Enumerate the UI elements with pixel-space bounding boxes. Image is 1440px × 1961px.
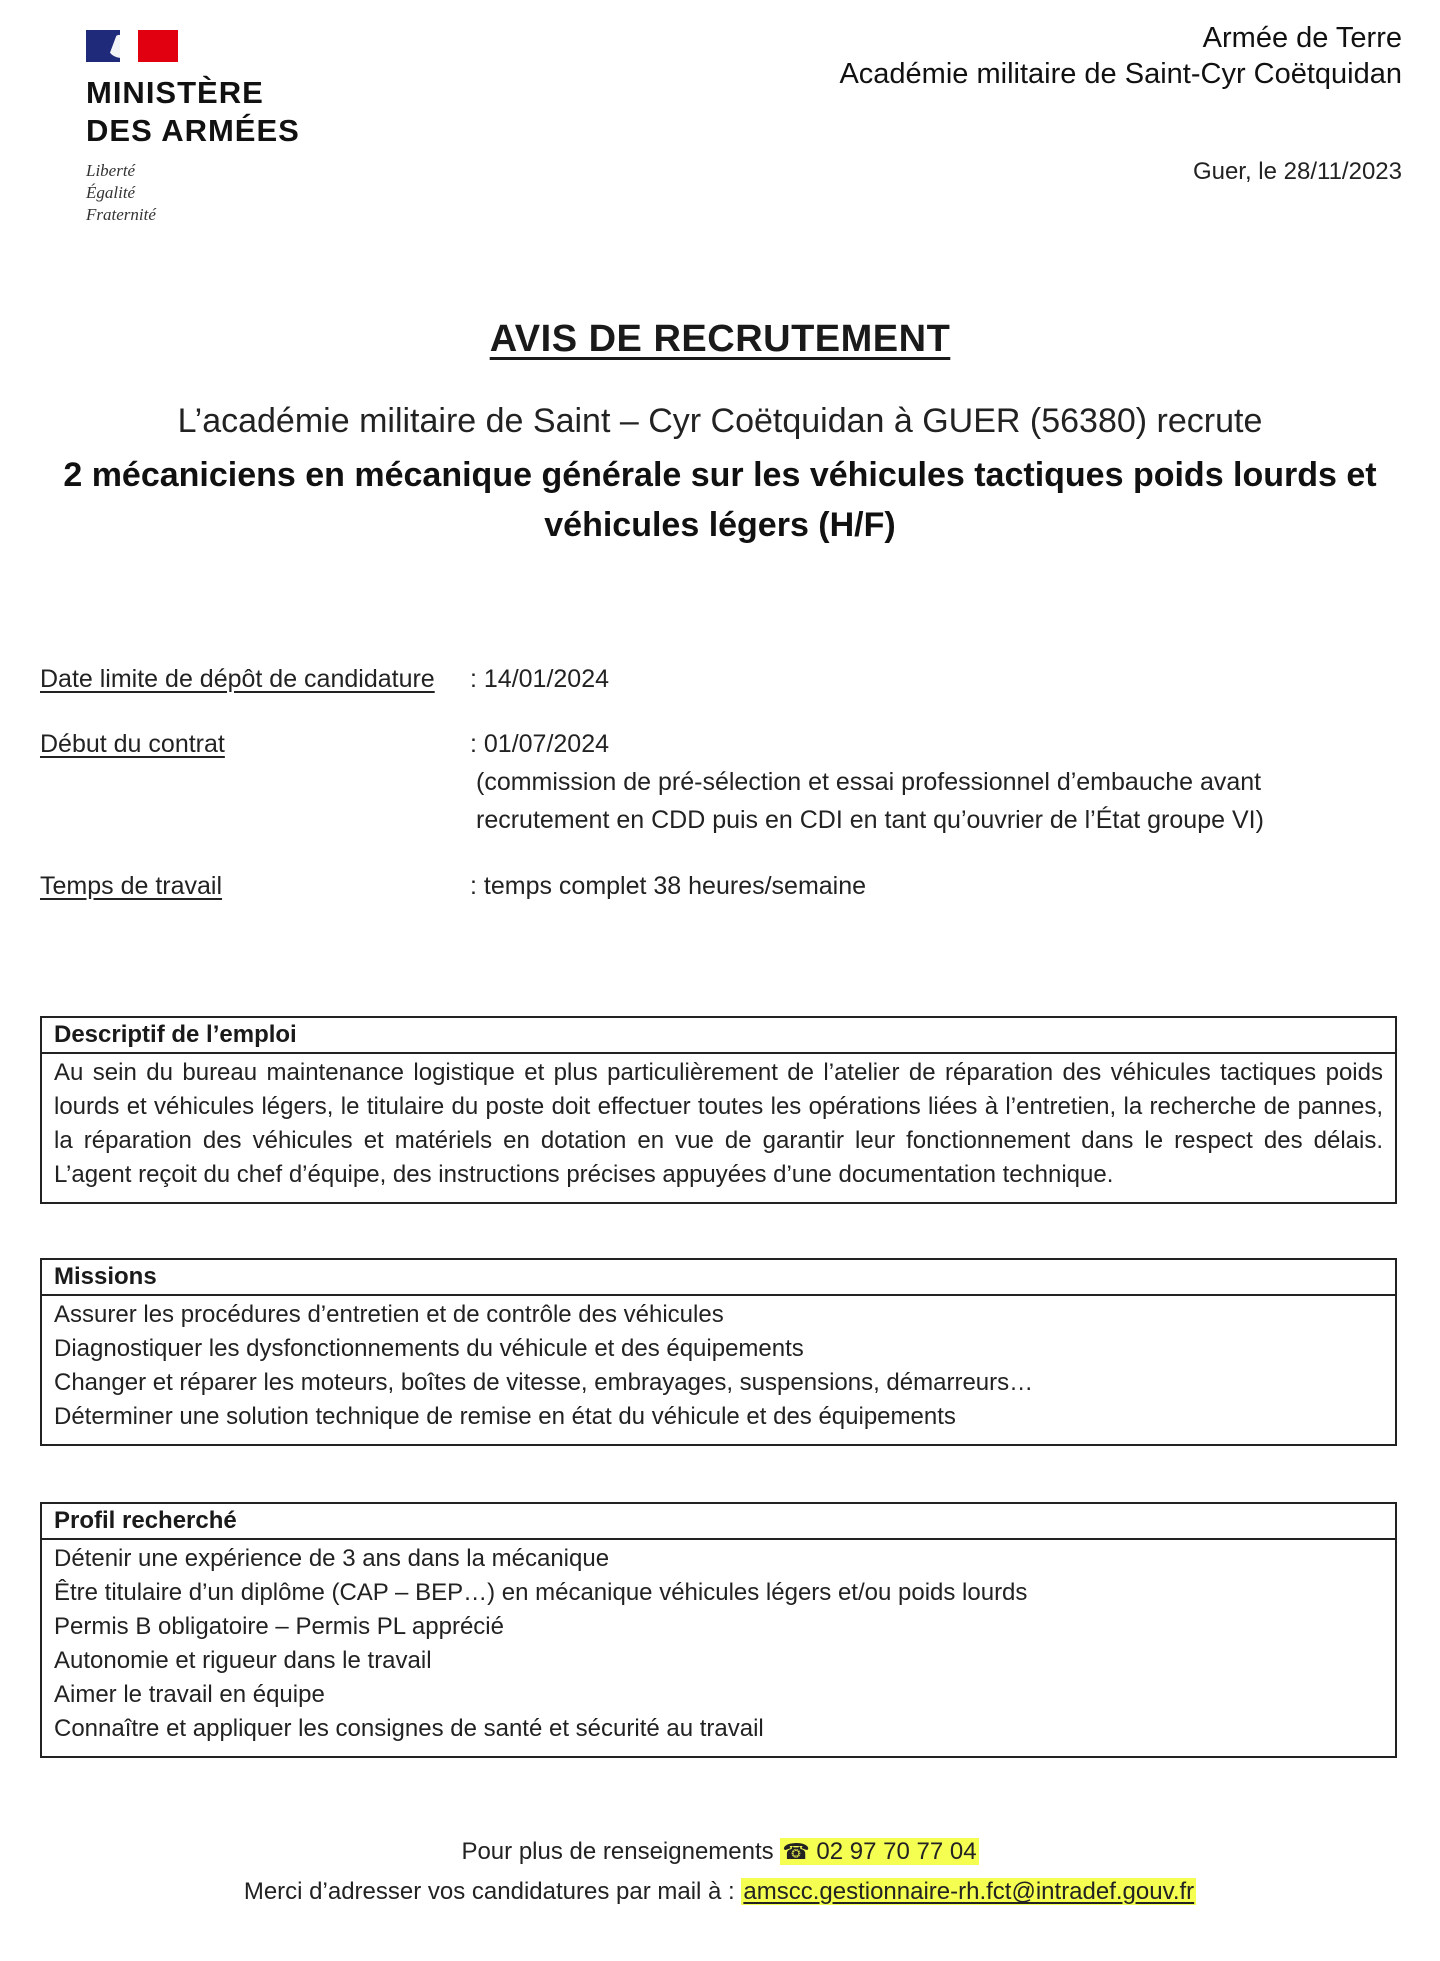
- list-item: Autonomie et rigueur dans le travail: [54, 1647, 432, 1674]
- ministry-logo: [86, 30, 336, 226]
- phone-highlight: [780, 1838, 978, 1865]
- hours-label: Temps de travail: [40, 872, 223, 900]
- contact-info-text: Pour plus de renseignements: [461, 1838, 774, 1865]
- phone-number[interactable]: 02 97 70 77 04: [816, 1838, 977, 1865]
- start-value: : 01/07/2024: [470, 730, 610, 758]
- missions-list: [42, 1296, 1395, 1444]
- hours-value: : temps complet 38 heures/semaine: [470, 872, 867, 900]
- list-item: Changer et réparer les moteurs, boîtes de vitesse, embrayages, suspensions, démarreurs…: [54, 1369, 1034, 1396]
- info-row-hours: [40, 868, 867, 905]
- list-item: Connaître et appliquer les consignes de santé et sécurité au travail: [54, 1715, 764, 1742]
- organization-header: [839, 20, 1402, 92]
- list-item: Détenir une expérience de 3 ans dans la mécanique: [54, 1545, 610, 1572]
- list-item: Permis B obligatoire – Permis PL apprécié: [54, 1613, 504, 1640]
- list-item: Être titulaire d’un diplôme (CAP – BEP…) en mécanique véhicules légers et/ou poids lourds: [54, 1579, 1028, 1606]
- start-note-line2: recrutement en CDD puis en CDI en tant qu’ouvrier de l’État groupe VI): [476, 806, 1264, 834]
- list-item: Diagnostiquer les dysfonctionnements du véhicule et des équipements: [54, 1335, 804, 1362]
- contact-phone-line: [0, 1838, 1440, 1866]
- telephone-icon: ☎: [782, 1839, 810, 1864]
- info-row-deadline: [40, 661, 610, 698]
- list-item: Assurer les procédures d’entretien et de contrôle des véhicules: [54, 1301, 724, 1328]
- profile-heading: Profil recherché: [42, 1504, 1395, 1540]
- apply-text: Merci d’adresser vos candidatures par mail à :: [243, 1878, 735, 1905]
- ministry-name: MINISTÈRE DES ARMÉES: [86, 75, 300, 148]
- missions-box: [40, 1258, 1397, 1446]
- recruiter-line: L’académie militaire de Saint – Cyr Coëtquidan à GUER (56380) recrute: [177, 402, 1263, 440]
- contact-mail-line: [0, 1878, 1440, 1906]
- list-item: Aimer le travail en équipe: [54, 1681, 325, 1708]
- document-date: Guer, le 28/11/2023: [1192, 158, 1402, 185]
- email-link[interactable]: amscc.gestionnaire-rh.fct@intradef.gouv.fr: [743, 1878, 1195, 1905]
- org-line-academy: Académie militaire de Saint-Cyr Coëtquidan: [839, 58, 1402, 90]
- deadline-label: Date limite de dépôt de candidature: [40, 665, 435, 693]
- job-description-heading: Descriptif de l’emploi: [42, 1018, 1395, 1054]
- profile-list: [42, 1540, 1395, 1756]
- info-row-start: [40, 726, 1264, 834]
- job-description-box: [40, 1016, 1397, 1204]
- job-title: 2 mécaniciens en mécanique générale sur les véhicules tactiques poids lourds et véhicules légers (H/F): [63, 456, 1377, 544]
- marianne-flag-icon: [86, 30, 178, 62]
- page-title: AVIS DE RECRUTEMENT: [489, 318, 951, 360]
- deadline-value: : 14/01/2024: [470, 665, 610, 693]
- start-note-line1: (commission de pré-sélection et essai professionnel d’embauche avant: [476, 768, 1262, 796]
- start-label: Début du contrat: [40, 730, 225, 758]
- profile-box: [40, 1502, 1397, 1758]
- job-description-text: Au sein du bureau maintenance logistique et plus particulièrement de l’atelier de réparation des véhicules tactiques poids lourds et véhicules légers, le titulaire du poste doit effectuer toutes les opérations liées à l’entretien, la recherche de pannes, la réparation des véhicules et matériels en dotation en vue de garantir leur fonctionnement dans le respect des délais. L’agent reçoit du chef d’équipe, des instructions précises appuyées d’une documentation technique.: [54, 1059, 1383, 1188]
- org-line-army: Armée de Terre: [1202, 22, 1402, 54]
- republic-motto: Liberté Égalité Fraternité: [86, 161, 156, 224]
- list-item: Déterminer une solution technique de remise en état du véhicule et des équipements: [54, 1403, 956, 1430]
- missions-heading: Missions: [42, 1260, 1395, 1296]
